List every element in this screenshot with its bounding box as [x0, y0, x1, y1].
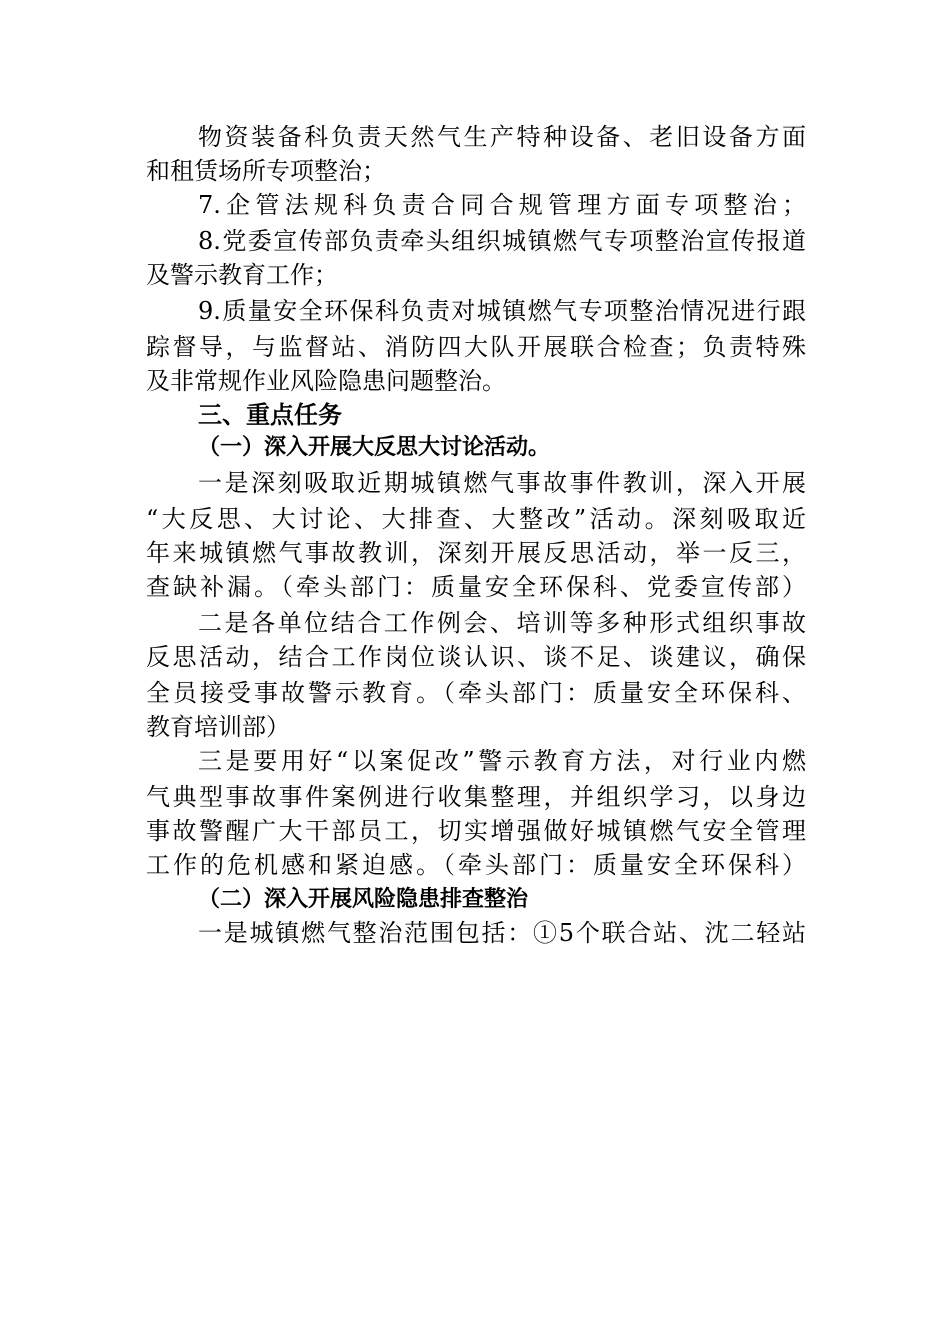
- paragraph-line: 物资装备科负责天然气生产特种设备、老旧设备方面: [198, 123, 806, 151]
- subsection-heading: （一）深入开展大反思大讨论活动。: [198, 434, 551, 460]
- subsection-heading: （二）深入开展风险隐患排查整治: [198, 886, 529, 912]
- paragraph-line: 全员接受事故警示教育。（牵头部门：质量安全环保科、: [146, 679, 806, 707]
- paragraph-line: 三是要用好“以案促改”警示教育方法，对行业内燃: [198, 747, 806, 775]
- paragraph-line: 一是深刻吸取近期城镇燃气事故事件教训，深入开展: [198, 469, 806, 497]
- paragraph-line: 一是城镇燃气整治范围包括：①5个联合站、沈二轻站: [198, 919, 806, 947]
- section-heading: 三、重点任务: [198, 400, 342, 429]
- paragraph-line: “大反思、大讨论、大排查、大整改”活动。深刻吸取近: [146, 505, 806, 533]
- paragraph-line: 7.企管法规科负责合同合规管理方面专项整治；: [198, 191, 806, 219]
- paragraph-line: 和租赁场所专项整治；: [146, 157, 386, 185]
- paragraph-line: 年来城镇燃气事故教训，深刻开展反思活动，举一反三，: [146, 539, 806, 567]
- paragraph-line: 及警示教育工作；: [146, 261, 338, 289]
- paragraph-line: 事故警醒广大干部员工，切实增强做好城镇燃气安全管理: [146, 817, 806, 845]
- paragraph-line: 工作的危机感和紧迫感。（牵头部门：质量安全环保科）: [146, 851, 806, 879]
- paragraph-line: 8.党委宣传部负责牵头组织城镇燃气专项整治宣传报道: [198, 227, 806, 255]
- paragraph-line: 气典型事故事件案例进行收集整理，并组织学习，以身边: [146, 783, 806, 811]
- paragraph-line: 9.质量安全环保科负责对城镇燃气专项整治情况进行跟: [198, 297, 806, 325]
- paragraph-line: 教育培训部）: [146, 713, 290, 741]
- paragraph-line: 二是各单位结合工作例会、培训等多种形式组织事故: [198, 609, 806, 637]
- paragraph-line: 查缺补漏。（牵头部门：质量安全环保科、党委宣传部）: [146, 573, 806, 601]
- paragraph-line: 踪督导，与监督站、消防四大队开展联合检查；负责特殊: [146, 333, 806, 361]
- paragraph-line: 及非常规作业风险隐患问题整治。: [146, 367, 506, 395]
- paragraph-line: 反思活动，结合工作岗位谈认识、谈不足、谈建议，确保: [146, 643, 806, 671]
